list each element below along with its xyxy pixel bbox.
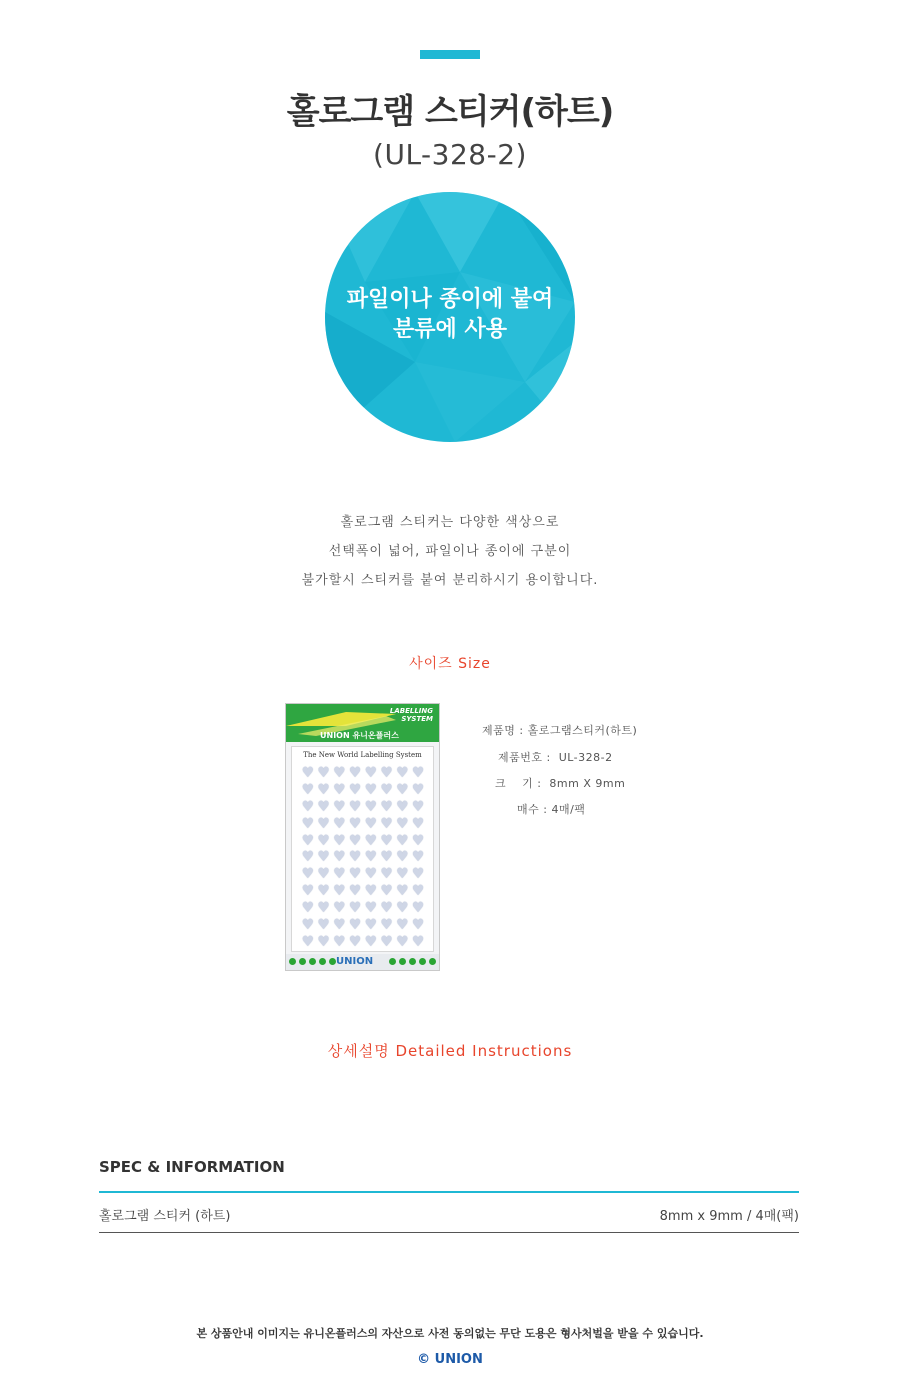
heart-icon: ♥ [380,781,393,798]
package-footer-logo: UNION [336,956,374,967]
dot-icon [399,958,406,965]
heart-icon: ♥ [411,917,425,934]
heart-icon: ♥ [317,815,330,832]
heart-icon: ♥ [380,849,393,866]
dot-icon [299,958,306,965]
heart-icon: ♥ [396,781,409,798]
heart-icon: ♥ [301,815,315,832]
heart-icon: ♥ [333,883,346,900]
heart-icon: ♥ [380,900,393,917]
heart-icon: ♥ [333,900,346,917]
heart-icon: ♥ [380,765,393,781]
heart-icon: ♥ [317,883,330,900]
heart-icon: ♥ [396,849,409,866]
package-footer [286,954,439,970]
heart-icon: ♥ [348,933,362,950]
spec-info-product: 홀로그램 스티커 (하트) [99,1209,231,1224]
heart-icon: ♥ [317,849,330,866]
heart-icon: ♥ [396,765,409,781]
heart-icon: ♥ [380,815,393,832]
dot-icon [419,958,426,965]
heart-icon: ♥ [364,900,378,917]
description-line: 선택폭이 넓어, 파일이나 종이에 구분이 [328,544,572,559]
heart-icon: ♥ [396,900,409,917]
heart-icon: ♥ [301,866,315,883]
heart-icon: ♥ [348,849,362,866]
heart-icon: ♥ [301,832,315,849]
heart-icon: ♥ [333,765,346,781]
detail-heading: 상세설명 Detailed Instructions [327,1042,573,1060]
heart-icon: ♥ [348,883,362,900]
heart-icon: ♥ [411,832,425,849]
package-label [390,707,433,723]
spec-info-title: SPEC & INFORMATION [99,1158,285,1176]
heart-icon: ♥ [411,849,425,866]
heart-icon: ♥ [396,883,409,900]
heart-icon: ♥ [348,815,362,832]
heart-icon: ♥ [396,815,409,832]
heart-icon: ♥ [348,917,362,934]
heart-icon: ♥ [317,832,330,849]
heart-icon: ♥ [333,933,346,950]
heart-icon: ♥ [317,798,330,815]
heart-icon: ♥ [317,917,330,934]
dot-icon [309,958,316,965]
product-description [0,508,900,595]
heart-icon: ♥ [411,781,425,798]
heart-icon: ♥ [364,917,378,934]
dot-icon [329,958,336,965]
badge-line-2: 분류에 사용 [393,317,507,342]
heart-icon: ♥ [301,900,315,917]
heart-icon: ♥ [364,832,378,849]
heart-icon: ♥ [348,798,362,815]
heart-icon: ♥ [411,765,425,781]
heart-icon: ♥ [364,866,378,883]
heart-icon: ♥ [411,815,425,832]
spec-divider-bottom [99,1232,799,1233]
heart-icon: ♥ [333,798,346,815]
heart-icon: ♥ [411,900,425,917]
dot-icon [389,958,396,965]
heart-icon: ♥ [348,832,362,849]
heart-icon: ♥ [380,883,393,900]
heart-icon: ♥ [411,933,425,950]
heart-icon: ♥ [348,765,362,781]
heart-icon: ♥ [333,781,346,798]
spec-count: 매수 : 4매/팩 [517,803,586,816]
spec-size: 크 기 : 8mm X 9mm [495,777,626,790]
copyright-notice: 본 상품안내 이미지는 유니온플러스의 자산으로 사전 동의없는 무단 도용은 형사처벌을 받을 수 있습니다. [196,1327,704,1340]
heart-icon: ♥ [380,866,393,883]
sheet-title: The New World Labelling System [303,751,422,759]
heart-icon: ♥ [333,815,346,832]
heart-icon: ♥ [333,832,346,849]
heart-icon: ♥ [333,866,346,883]
heart-icon: ♥ [301,765,315,781]
heart-icon: ♥ [317,781,330,798]
heart-icon: ♥ [317,933,330,950]
heart-icon: ♥ [396,917,409,934]
heart-icon: ♥ [301,849,315,866]
heart-icon: ♥ [411,883,425,900]
heart-icon: ♥ [301,883,315,900]
heart-icon: ♥ [411,866,425,883]
heart-icon: ♥ [301,933,315,950]
heart-icon: ♥ [348,900,362,917]
dot-icon [319,958,326,965]
heart-icon: ♥ [317,866,330,883]
heart-icon: ♥ [396,798,409,815]
union-logo: © UNION [417,1352,483,1367]
heart-icon: ♥ [333,917,346,934]
heart-icon: ♥ [348,781,362,798]
heart-icon: ♥ [380,832,393,849]
heart-icon: ♥ [411,798,425,815]
heart-icon: ♥ [396,832,409,849]
heart-icon: ♥ [364,781,378,798]
spec-info-value: 8mm x 9mm / 4매(팩) [659,1209,799,1224]
size-heading: 사이즈 Size [409,656,491,672]
heart-grid [300,765,426,951]
heart-icon: ♥ [364,798,378,815]
heart-icon: ♥ [301,781,315,798]
feature-badge [325,192,575,442]
spec-product-number: 제품번호 : UL-328-2 [498,751,613,764]
heart-icon: ♥ [364,849,378,866]
heart-icon: ♥ [301,917,315,934]
product-title: 홀로그램 스티커(하트) [286,92,614,132]
spec-product-name: 제품명 : 홀로그램스티커(하트) [482,724,638,737]
heart-icon: ♥ [317,765,330,781]
heart-icon: ♥ [396,933,409,950]
package-label-line: SYSTEM [401,715,433,723]
badge-line-1: 파일이나 종이에 붙여 [346,287,554,312]
product-model: (UL-328-2) [373,138,527,171]
spec-divider-top [99,1191,799,1193]
heart-icon: ♥ [348,866,362,883]
green-dots-left [289,958,336,965]
heart-icon: ♥ [364,815,378,832]
package-brand: UNION 유니온플러스 [320,731,399,740]
green-dots-right [389,958,436,965]
heart-icon: ♥ [364,765,378,781]
dot-icon [289,958,296,965]
heart-icon: ♥ [333,849,346,866]
heart-icon: ♥ [301,798,315,815]
description-line: 홀로그램 스티커는 다양한 색상으로 [340,515,560,530]
heart-icon: ♥ [380,917,393,934]
product-image [285,703,440,971]
heart-icon: ♥ [317,900,330,917]
sticker-sheet [291,746,434,952]
accent-bar [420,50,480,59]
package-label-line: LABELLING [389,707,433,715]
heart-icon: ♥ [380,933,393,950]
heart-icon: ♥ [396,866,409,883]
dot-icon [409,958,416,965]
heart-icon: ♥ [364,933,378,950]
package-header [286,704,439,742]
heart-icon: ♥ [380,798,393,815]
dot-icon [429,958,436,965]
heart-icon: ♥ [364,883,378,900]
description-line: 불가할시 스티커를 붙여 분리하시기 용이합니다. [301,573,599,588]
